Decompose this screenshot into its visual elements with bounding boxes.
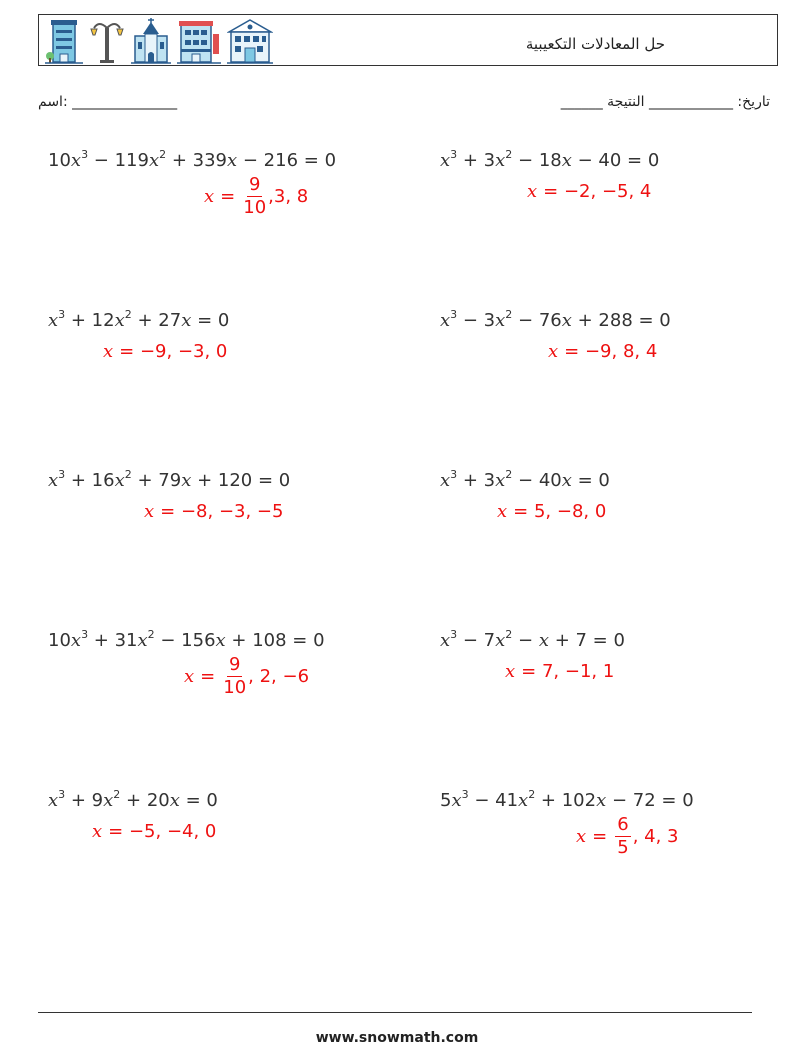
coefficient: 10 (48, 150, 71, 171)
term: + 79 (131, 470, 182, 491)
variable: x (495, 630, 506, 651)
term: + 288 = 0 (571, 310, 671, 331)
variable: x (561, 150, 572, 171)
variable: x (184, 666, 195, 687)
problem-answer (204, 176, 308, 217)
answer-values: ,3, 8 (268, 186, 309, 207)
term: + 27 (131, 310, 182, 331)
hotel-icon (177, 18, 221, 64)
fraction (615, 816, 630, 857)
problem-answer (576, 816, 679, 857)
exponent: 2 (113, 788, 121, 801)
exponent: 2 (159, 148, 167, 161)
variable: x (596, 790, 607, 811)
worksheet-title: حل المعادلات التكعيبية (525, 35, 665, 53)
term: − 76 (512, 310, 562, 331)
exponent: 3 (450, 148, 458, 161)
worksheet-header (38, 14, 778, 66)
variable: x (204, 186, 215, 207)
term: + 3 (457, 150, 496, 171)
variable: x (227, 150, 238, 171)
variable: x (114, 470, 125, 491)
equals-sign: = (220, 186, 236, 207)
answer-values: = 7, −1, 1 (521, 661, 615, 682)
variable: x (169, 790, 180, 811)
variable: x (144, 501, 155, 522)
term: + 108 = 0 (225, 630, 325, 651)
variable: x (576, 826, 587, 847)
term: + 120 = 0 (191, 470, 291, 491)
answer-values: , 4, 3 (632, 826, 679, 847)
exponent: 3 (450, 468, 458, 481)
variable: x (495, 150, 506, 171)
exponent: 2 (147, 628, 155, 641)
variable: x (440, 470, 451, 491)
term: + 16 (65, 470, 115, 491)
variable: x (215, 630, 226, 651)
answer-values: = −2, −5, 4 (543, 181, 652, 202)
variable: x (518, 790, 529, 811)
problem-answer (497, 501, 606, 522)
denominator: 10 (223, 677, 247, 698)
variable: x (495, 310, 506, 331)
problem-equation (440, 150, 659, 171)
exponent: 3 (58, 788, 66, 801)
variable: x (92, 821, 103, 842)
term: − 7 (457, 630, 496, 651)
header-icons (45, 18, 273, 64)
exponent: 2 (505, 468, 513, 481)
denominator: 10 (243, 197, 267, 218)
office-building-icon (45, 18, 83, 64)
variable: x (148, 150, 160, 171)
variable: x (440, 630, 451, 651)
term: = 0 (191, 310, 230, 331)
variable: x (538, 630, 549, 651)
variable: x (70, 630, 82, 651)
problem-equation (440, 470, 610, 491)
answer-values: = −9, 8, 4 (564, 341, 658, 362)
term: − 40 = 0 (571, 150, 660, 171)
equals-sign: = (592, 826, 608, 847)
street-lamp-icon (89, 18, 125, 64)
exponent: 3 (58, 308, 66, 321)
variable: x (451, 790, 462, 811)
school-building-icon (227, 18, 273, 64)
answer-values: = 5, −8, 0 (513, 501, 607, 522)
footer-divider (38, 1012, 752, 1013)
exponent: 3 (461, 788, 469, 801)
exponent: 3 (450, 628, 458, 641)
coefficient: 5 (440, 790, 452, 811)
numerator: 9 (228, 654, 241, 675)
term: + 7 = 0 (548, 630, 625, 651)
variable: x (561, 470, 572, 491)
exponent: 2 (528, 788, 536, 801)
fraction (223, 656, 246, 697)
problem-answer (144, 501, 283, 522)
exponent: 3 (58, 468, 66, 481)
problem-answer (92, 821, 216, 842)
term: − 119 (88, 150, 149, 171)
numerator: 9 (248, 174, 261, 195)
term: + 12 (65, 310, 115, 331)
coefficient: 10 (48, 630, 71, 651)
term: + 31 (88, 630, 138, 651)
answer-values: , 2, −6 (248, 666, 310, 687)
answer-values: = −8, −3, −5 (160, 501, 284, 522)
term: − 3 (457, 310, 496, 331)
numerator: 6 (617, 814, 629, 835)
variable: x (70, 150, 82, 171)
problem-equation (48, 470, 290, 491)
variable: x (527, 181, 538, 202)
term: = 0 (179, 790, 218, 811)
term: − 41 (468, 790, 519, 811)
variable: x (181, 470, 192, 491)
term: − (512, 630, 539, 651)
exponent: 3 (450, 308, 458, 321)
problem-equation (440, 310, 671, 331)
variable: x (48, 790, 59, 811)
problem-answer (103, 341, 227, 362)
variable: x (495, 470, 506, 491)
problem-answer (184, 656, 309, 697)
term: + 20 (120, 790, 170, 811)
name-field: اسم: _______________ (38, 94, 178, 110)
date-score-field: تاريخ: ____________ النتيجة ______ (560, 94, 770, 110)
problem-equation (48, 630, 325, 651)
variable: x (103, 790, 114, 811)
problem-equation (48, 790, 218, 811)
variable: x (548, 341, 559, 362)
term: − 40 (512, 470, 562, 491)
problem-answer (505, 661, 614, 682)
exponent: 2 (124, 468, 132, 481)
term: + 3 (457, 470, 496, 491)
exponent: 2 (505, 628, 513, 641)
term: + 102 (535, 790, 597, 811)
term: − 72 = 0 (606, 790, 694, 811)
exponent: 3 (81, 628, 89, 641)
variable: x (114, 310, 125, 331)
variable: x (505, 661, 516, 682)
variable: x (561, 310, 572, 331)
term: = 0 (571, 470, 610, 491)
term: + 9 (65, 790, 104, 811)
answer-values: = −9, −3, 0 (119, 341, 228, 362)
fraction (243, 176, 266, 217)
problem-equation (48, 310, 229, 331)
variable: x (440, 150, 451, 171)
footer-url: www.snowmath.com (315, 1030, 479, 1046)
term: − 156 (154, 630, 216, 651)
equals-sign: = (200, 666, 216, 687)
problem-equation (440, 630, 625, 651)
exponent: 3 (81, 148, 89, 161)
term: + 339 (166, 150, 227, 171)
exponent: 2 (505, 148, 513, 161)
problem-answer (527, 181, 651, 202)
answer-values: = −5, −4, 0 (108, 821, 217, 842)
exponent: 2 (124, 308, 132, 321)
variable: x (497, 501, 508, 522)
church-icon (131, 18, 171, 64)
variable: x (48, 470, 59, 491)
term: − 216 = 0 (237, 150, 337, 171)
variable: x (103, 341, 114, 362)
variable: x (48, 310, 59, 331)
problem-equation (48, 150, 336, 171)
term: − 18 (512, 150, 562, 171)
variable: x (181, 310, 192, 331)
problem-answer (548, 341, 657, 362)
exponent: 2 (505, 308, 513, 321)
denominator: 5 (617, 837, 629, 858)
problem-equation (440, 790, 694, 811)
variable: x (137, 630, 148, 651)
variable: x (440, 310, 451, 331)
